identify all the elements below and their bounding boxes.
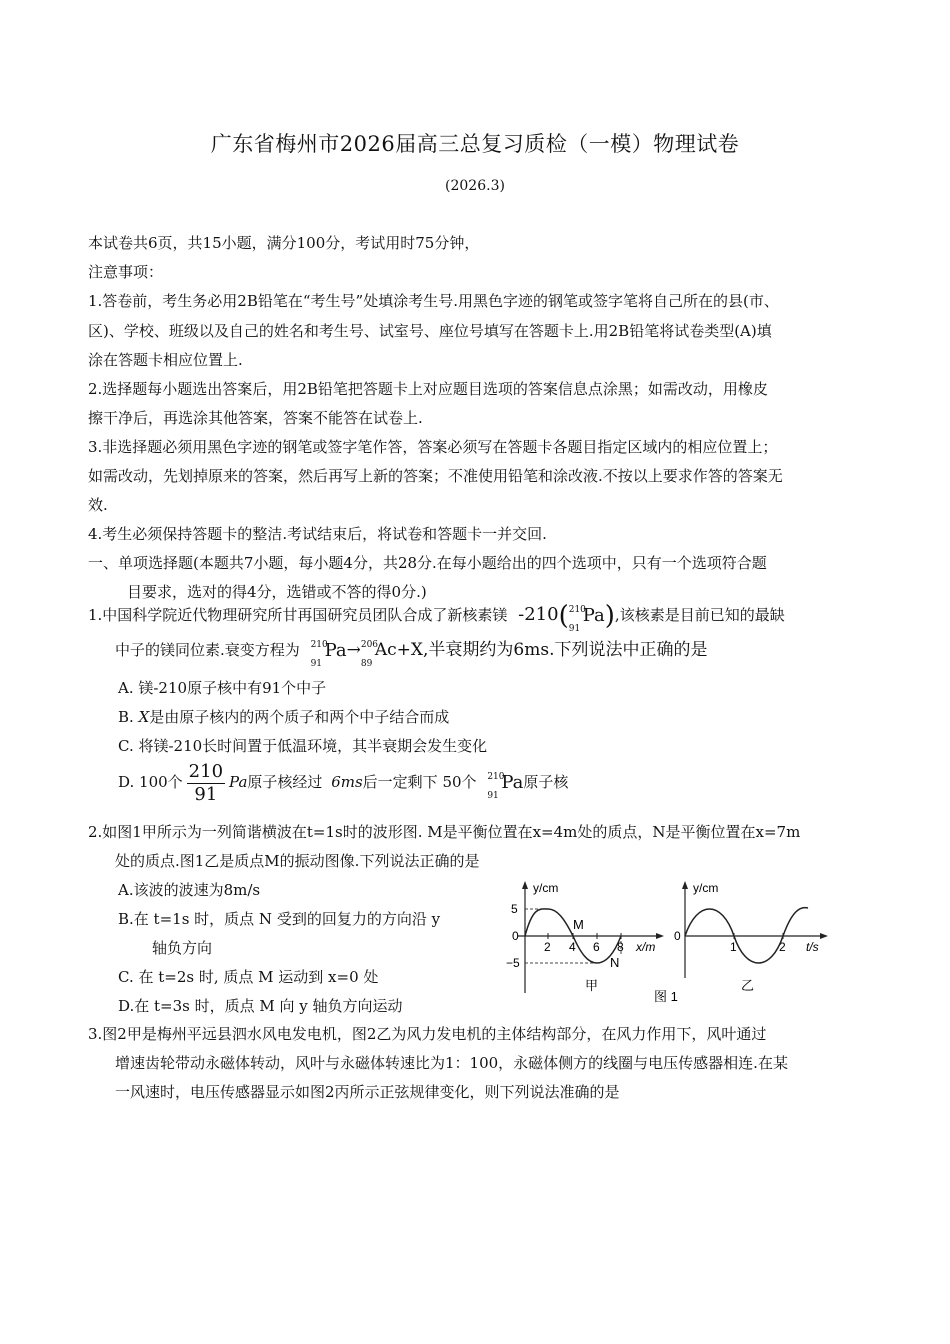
q1-stem-text-2: ,该核素是目前已知的最缺 <box>614 606 785 624</box>
graph-a <box>506 881 664 993</box>
q1-option-d <box>118 760 568 806</box>
q1-option-d-nuclide <box>487 761 523 805</box>
q1-option-a: A. 镁-210原子核中有91个中子 <box>118 679 327 697</box>
page-title: 广东省梅州市2026届高三总复习质检（一模）物理试卷 <box>210 132 740 156</box>
q2-option-d: D.在 t=3s 时，质点 M 向 y 轴负方向运动 <box>118 997 403 1015</box>
note-2-line-2: 擦干净后，再选涂其他答案，答案不能答在试卷上. <box>88 409 423 427</box>
figure-1 <box>500 878 840 1008</box>
option-text: 是由原子核内的两个质子和两个中子结合而成 <box>149 708 450 726</box>
nuclide-mass: 206 <box>360 640 379 650</box>
graph-a-xtick-8: 8 <box>617 940 624 954</box>
q2-stem-line-1: 2.如图1甲所示为一列简谐横波在t=1s时的波形图. M是平衡位置在x=4m处的质点，N是平衡位置在x=7m <box>88 823 801 841</box>
option-letter: B. <box>118 708 139 726</box>
nuclide-mass: 210 <box>310 640 328 650</box>
q3-stem-line-1: 3.图2甲是梅州平远县泗水风电发电机，图2乙为风力发电机的主体结构部分，在风力作用下，风叶通过 <box>88 1025 767 1043</box>
option-text: 原子核经过 <box>247 773 323 791</box>
q2-option-c: C. 在 t=2s 时, 质点 M 运动到 x=0 处 <box>118 968 379 986</box>
q2-stem-line-2: 处的质点.图1乙是质点M的振动图像.下列说法正确的是 <box>115 852 480 870</box>
graph-a-ylabel: y/cm <box>533 881 559 895</box>
nuclide-mass: 210 <box>568 605 586 615</box>
notes-heading: 注意事项： <box>88 263 164 281</box>
nuclide-symbol: Pa <box>501 772 524 793</box>
option-unit: ms <box>340 773 363 791</box>
q3-stem-line-3: 一风速时，电压传感器显示如图2丙所示正弦规律变化，则下列说法准确的是 <box>115 1083 620 1101</box>
exam-date: (2026.3) <box>445 178 505 194</box>
graph-a-y-arrow <box>522 881 528 889</box>
q2-option-a: A.该波的波速为8m/s <box>118 881 261 899</box>
note-1-line-2: 区)、学校、班级以及自己的姓名和考生号、试室号、座位号填写在答题卡上.用2B铅笔将试卷类型(A)填 <box>88 322 772 340</box>
q1-stem-text: 1.中国科学院近代物理研究所甘再国研究员团队合成了新核素镁 <box>88 606 508 624</box>
nuclide-charge: 91 <box>568 624 581 634</box>
q2-option-b-line-2: 轴负方向 <box>152 939 213 957</box>
option-text: D. 100个 <box>118 773 183 791</box>
q3-stem-line-2: 增速齿轮带动永磁体转动，风叶与永磁体转速比为1：100，永磁体侧方的线圈与电压传感器相连.在某 <box>115 1054 788 1072</box>
q1-option-b <box>118 707 449 727</box>
nuclide-charge: 89 <box>360 659 373 669</box>
nuclide-charge: 91 <box>310 659 323 669</box>
graph-a-point-n: N <box>610 955 620 970</box>
note-3-line-3: 效. <box>88 496 108 514</box>
section-1-line-2: 目要求，选对的得4分，选错或不答的得0分.) <box>127 583 427 601</box>
option-text: 后一定剩下 50个 <box>362 773 477 791</box>
graph-b-y-arrow <box>682 881 688 889</box>
graph-a-xtick-4: 4 <box>569 940 576 954</box>
note-1-line-3: 涂在答题卡相应位置上. <box>88 351 243 369</box>
graph-b-xlabel: t/s <box>806 940 819 954</box>
graph-b <box>674 881 828 993</box>
nuclide-charge: 91 <box>487 791 499 801</box>
nuclide-symbol: Pa <box>582 605 605 626</box>
q1-stem-text-4: Ac+X,半衰期约为6ms.下列说法中正确的是 <box>374 640 708 660</box>
figure-1-caption: 图 1 <box>654 989 678 1004</box>
option-time: 6 <box>331 773 341 791</box>
graph-a-xtick-2: 2 <box>544 940 551 954</box>
graph-b-origin: 0 <box>674 929 681 943</box>
q1-stem-line-1 <box>88 601 785 634</box>
option-variable: Pa <box>229 773 248 791</box>
graph-b-xtick-1: 1 <box>730 940 737 954</box>
graph-b-xtick-2: 2 <box>779 940 786 954</box>
graph-b-x-arrow <box>820 933 828 939</box>
fraction-numerator: 210 <box>188 760 224 782</box>
graph-a-ytick-0: 0 <box>512 929 519 943</box>
graph-a-ytick-neg5: −5 <box>506 956 520 970</box>
q1-option-d-fraction <box>187 761 225 806</box>
graph-b-ylabel: y/cm <box>693 881 719 895</box>
graph-a-label: 甲 <box>585 978 599 993</box>
graph-a-xlabel: x/m <box>636 940 656 954</box>
graph-b-wave <box>685 908 808 963</box>
graph-b-label: 乙 <box>741 978 755 993</box>
q1-stem-text-3: 中子的镁同位素.衰变方程为 <box>115 641 300 659</box>
intro-line: 本试卷共6页，共15小题，满分100分，考试用时75分钟， <box>88 234 480 252</box>
q1-open-paren: ( <box>558 601 569 631</box>
q1-decay-parent <box>310 640 347 669</box>
graph-a-ytick-5: 5 <box>511 902 518 916</box>
q1-stem-line-2 <box>115 640 708 669</box>
q1-decay-daughter <box>360 640 379 669</box>
fraction-denominator: 91 <box>194 783 218 805</box>
note-4: 4.考生必须保持答题卡的整洁.考试结束后，将试卷和答题卡一并交回. <box>88 525 547 543</box>
graph-a-point-m: M <box>573 917 584 932</box>
q1-nuclide-pa <box>568 605 605 634</box>
note-3-line-2: 如需改动，先划掉原来的答案，然后再写上新的答案；不准使用铅笔和涂改液.不按以上要求作答的答案无 <box>88 467 783 485</box>
graph-a-x-arrow <box>656 933 664 939</box>
option-text: 原子核 <box>523 773 569 791</box>
note-3-line-1: 3.非选择题必须用黑色字迹的钢笔或签字笔作答，答案必须写在答题卡各题目指定区域内的相应位置上； <box>88 438 778 456</box>
q1-close-paren: ) <box>604 601 615 631</box>
decay-arrow: → <box>346 640 361 660</box>
note-2-line-1: 2.选择题每小题选出答案后，用2B铅笔把答题卡上对应题目选项的答案信息点涂黑；如需改动，用橡皮 <box>88 380 768 398</box>
q1-option-c: C. 将镁-210长时间置于低温环境，其半衰期会发生变化 <box>118 737 488 755</box>
nuclide-symbol: Pa <box>324 640 347 661</box>
nuclide-mass: 210 <box>487 772 505 782</box>
q2-option-b-line-1: B.在 t=1s 时，质点 N 受到的回复力的方向沿 y <box>118 910 441 928</box>
note-1-line-1: 1.答卷前，考生务必用2B铅笔在“考生号”处填涂考生号.用黑色字迹的钢笔或签字笔将自己所在的县(市、 <box>88 292 779 310</box>
section-1-line-1: 一、单项选择题(本题共7小题，每小题4分，共28分.在每小题给出的四个选项中，只有一个选项符合题 <box>88 554 767 572</box>
graph-a-xtick-6: 6 <box>593 940 600 954</box>
q1-mass-number: -210 <box>518 604 559 625</box>
option-variable: X <box>138 708 150 726</box>
